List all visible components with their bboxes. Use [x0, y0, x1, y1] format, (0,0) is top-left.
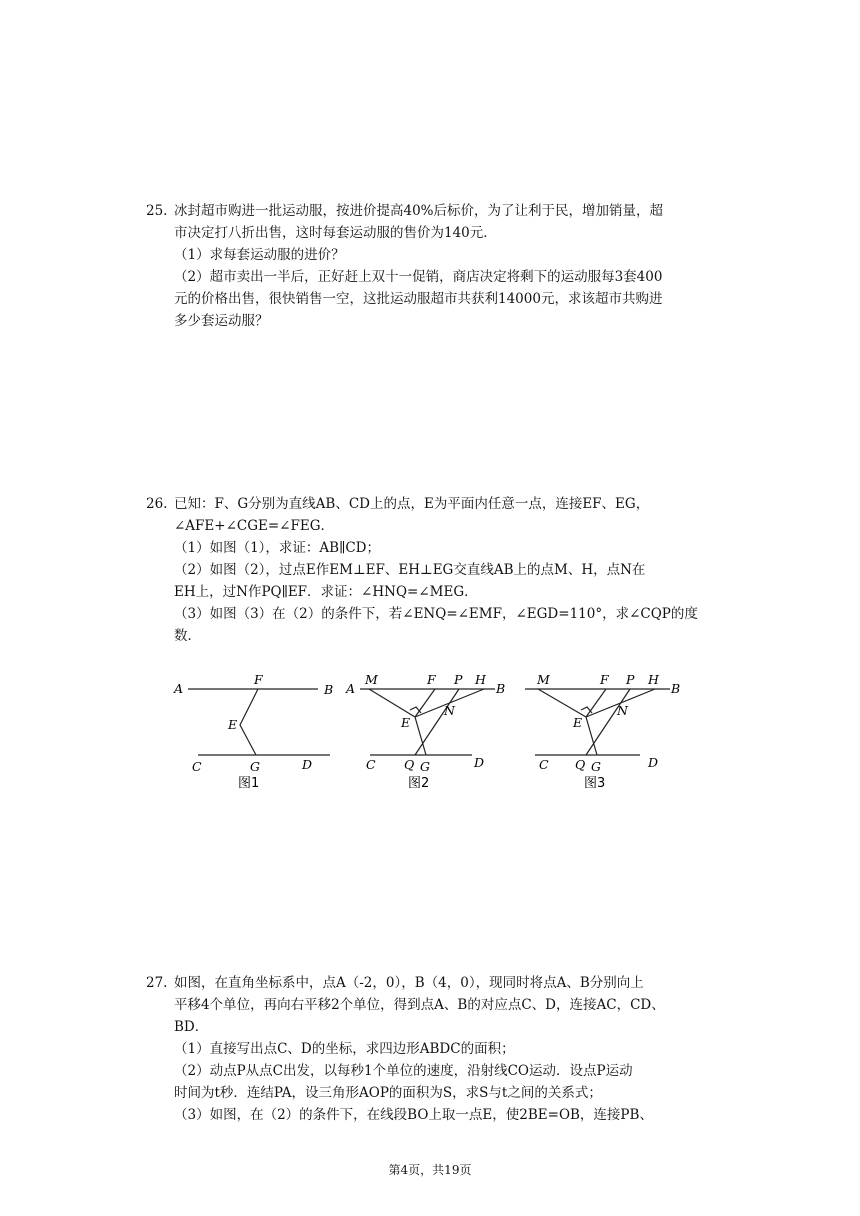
- fig3-label-p: P: [626, 672, 635, 687]
- fig2-line-me: [369, 689, 415, 717]
- problem-text-line: ∠AFE+∠CGE=∠FEG．: [174, 518, 335, 534]
- fig3-line-eg: [586, 717, 597, 755]
- fig3-label-m: M: [537, 672, 550, 687]
- fig2-label-m: M: [365, 672, 378, 687]
- fig3-label-n: N: [617, 703, 628, 718]
- problem-text-line: 多少套运动服？: [174, 313, 269, 329]
- problem-text-line: 已知：F、G分别为直线AB、CD上的点，E为平面内任意一点，连接EF、EG，: [174, 496, 650, 512]
- fig3-caption: 图3: [584, 776, 606, 791]
- problem-text-line: 市决定打八折出售，这时每套运动服的售价为140元．: [174, 225, 497, 241]
- problem-27: [148, 972, 720, 1126]
- problem-text-line: （3）如图（3）在（2）的条件下，若∠ENQ=∠EMF，∠EGD=110°，求∠CQP的度: [174, 606, 698, 622]
- problem-text-line: 元的价格出售，很快销售一空，这批运动服超市共获利14000元，求该超市共购进: [174, 291, 663, 307]
- fig3-label-g: G: [591, 759, 601, 774]
- fig3-label-b: B: [671, 681, 681, 696]
- problem-text-line: 数．: [174, 628, 201, 644]
- fig3-label-h: H: [648, 672, 659, 687]
- fig1-label-d: D: [302, 757, 313, 772]
- fig2-label-b: B: [496, 681, 506, 696]
- fig3-label-e: E: [573, 715, 583, 730]
- fig2-label-f: F: [427, 672, 436, 687]
- problem-25: [148, 200, 720, 332]
- fig1-label-c: C: [192, 759, 202, 774]
- fig2-label-c: C: [366, 757, 376, 772]
- problem-text-line: 平移4个单位，再向右平移2个单位，得到点A、B的对应点C、D，连接AC，CD、: [174, 997, 665, 1013]
- problem-number: 25.: [146, 203, 168, 219]
- problem-text-line: 时间为t秒．连结PA，设三角形AOP的面积为S，求S与t之间的关系式；: [174, 1085, 602, 1101]
- problem-text-line: （2）动点P从点C出发，以每秒1个单位的速度，沿射线CO运动．设点P运动: [174, 1063, 633, 1079]
- problem-number: 26.: [146, 496, 168, 512]
- problem-text-line: （1）求每套运动服的进价？: [174, 247, 345, 263]
- fig2-label-q: Q: [404, 757, 415, 772]
- fig3-label-c: C: [539, 757, 549, 772]
- fig2-label-h: H: [475, 672, 486, 687]
- problem-text-line: 如图，在直角坐标系中，点A（-2，0），B（4，0），现同时将点A、B分别向上: [174, 975, 644, 991]
- problem-text-line: （2）超市卖出一半后，正好赶上双十一促销，商店决定将剩下的运动服每3套400: [174, 269, 663, 285]
- fig2-caption: 图2: [408, 776, 430, 791]
- fig1-path-feg: [240, 689, 258, 755]
- page-footer: 第4页，共19页: [388, 1163, 472, 1177]
- problem-number: 27.: [146, 975, 168, 991]
- fig3-label-q: Q: [575, 757, 586, 772]
- fig2-label-n: N: [444, 703, 455, 718]
- fig2-label-d: D: [474, 755, 485, 770]
- fig2-line-pq: [415, 689, 459, 755]
- fig3-line-me: [538, 689, 586, 717]
- problem-text-line: BD．: [174, 1019, 209, 1035]
- problem-26-figures: [170, 665, 710, 795]
- problem-text-line: （3）如图，在（2）的条件下，在线段BO上取一点E，使2BE=OB，连接PB、: [174, 1107, 653, 1123]
- fig2-label-g: G: [420, 759, 430, 774]
- fig2-line-eg: [415, 717, 426, 755]
- problem-text-line: 冰封超市购进一批运动服，按进价提高40%后标价，为了让利于民，增加销量，超: [174, 203, 664, 219]
- fig1-label-f: F: [254, 672, 263, 687]
- fig1-label-g: G: [250, 759, 260, 774]
- problem-26: [148, 493, 720, 647]
- fig1-label-b: B: [324, 682, 334, 697]
- problem-text-line: （2）如图（2），过点E作EM⊥EF、EH⊥EG交直线AB上的点M、H，点N在: [174, 562, 646, 578]
- fig3-line-pq: [586, 689, 630, 755]
- fig2-label-p: P: [454, 672, 463, 687]
- problem-text-line: （1）直接写出点C、D的坐标，求四边形ABDC的面积；: [174, 1041, 515, 1057]
- fig3-label-f: F: [600, 672, 609, 687]
- fig3-label-d: D: [648, 755, 659, 770]
- fig2-label-e: E: [401, 715, 411, 730]
- problem-text-line: （1）如图（1），求证：AB∥CD；: [174, 540, 380, 556]
- fig1-caption: 图1: [238, 776, 260, 791]
- fig2-label-a: A: [346, 681, 356, 696]
- fig1-label-a: A: [174, 681, 184, 696]
- fig1-label-e: E: [228, 717, 238, 732]
- problem-text-line: EH上，过N作PQ∥EF．求证：∠HNQ=∠MEG．: [174, 584, 478, 600]
- geometry-figures: [170, 665, 710, 795]
